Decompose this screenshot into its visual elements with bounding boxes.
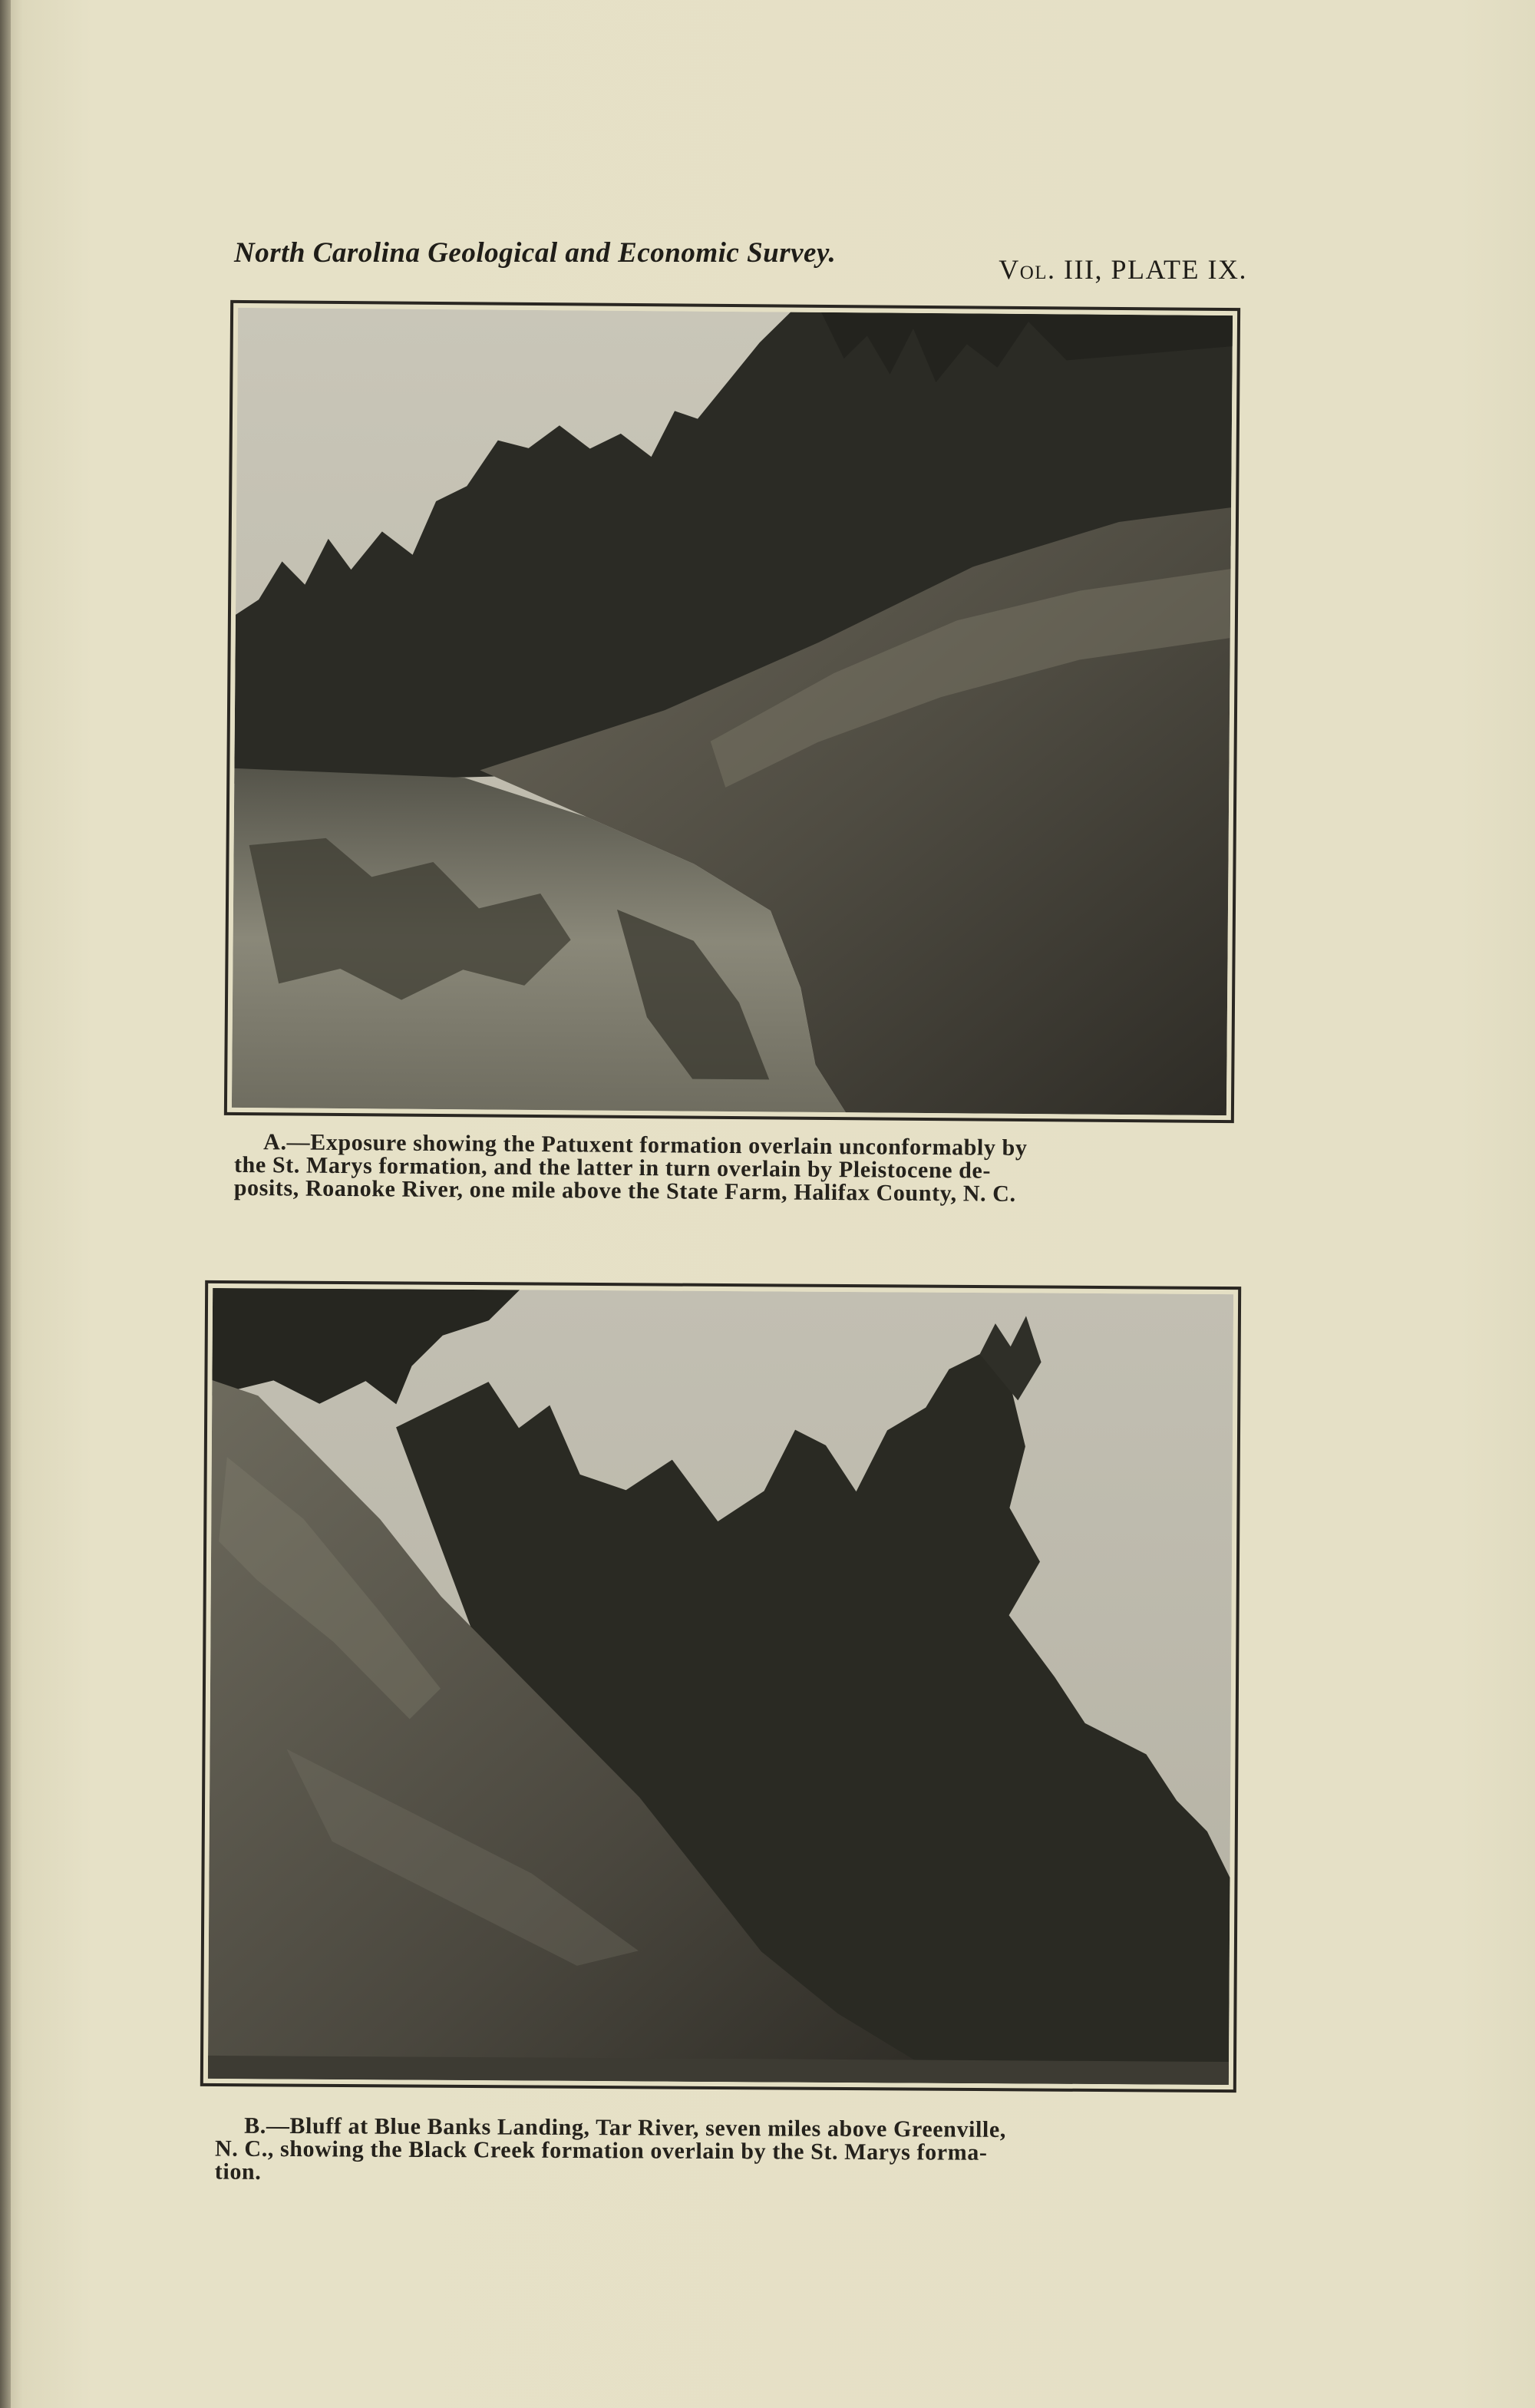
running-head-plate-number: Vol. III, PLATE IX. — [999, 254, 1247, 285]
plate-a-caption-line: A.—Exposure showing the Patuxent formation overlain unconformably by — [263, 1129, 1028, 1161]
plate-b-photograph — [200, 1280, 1241, 2093]
running-head-title: North Carolina Geological and Economic Survey. — [234, 237, 837, 269]
running-head — [234, 236, 1247, 285]
plate-a-caption — [234, 1131, 1233, 1207]
plate-a-river-bank-image — [232, 308, 1233, 1115]
plate-a-photograph — [224, 300, 1240, 1123]
plate-b-bluff-image — [208, 1288, 1233, 2085]
plate-b-caption — [214, 2112, 1228, 2189]
page-binding-edge — [0, 0, 11, 2408]
plate-a-caption-line: the St. Marys formation, and the latter in turn overlain by Pleistocene de- — [233, 1151, 992, 1184]
plate-b-caption-line: tion. — [214, 2159, 262, 2185]
plate-a-caption-line: posits, Roanoke River, one mile above the State Farm, Halifax County, N. C. — [233, 1174, 1016, 1207]
plate-b-caption-line: N. C., showing the Black Creek formation overlain by the St. Marys forma- — [214, 2135, 988, 2165]
plate-b-caption-line: B.—Bluff at Blue Banks Landing, Tar River, seven miles above Greenville, — [244, 2112, 1007, 2142]
